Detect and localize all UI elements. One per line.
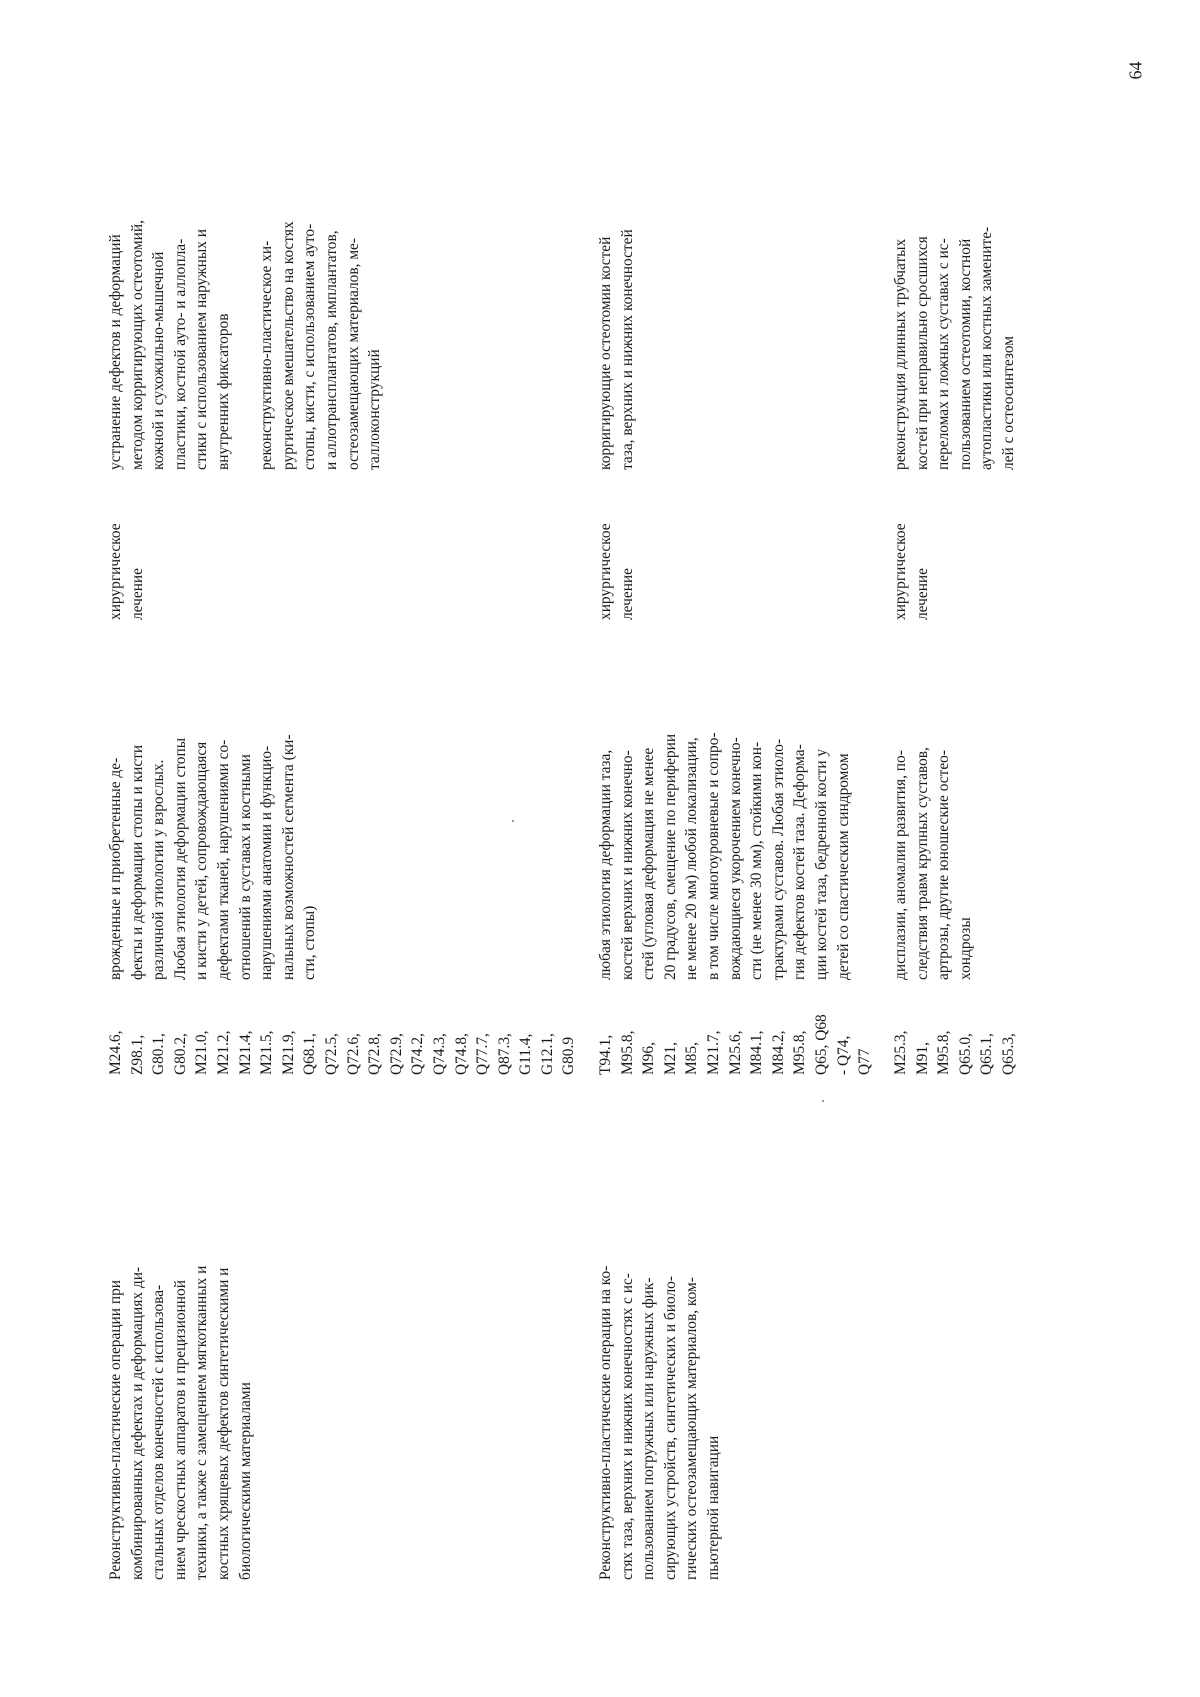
text-line: Реконструктивно-пластические операции при <box>107 1279 124 1580</box>
paragraph-gap <box>235 160 257 470</box>
text-line: хондрозы <box>956 917 974 980</box>
text-line: таза, верхних и нижних конечностей <box>618 229 636 470</box>
text-line: Q72.9, <box>387 1033 405 1075</box>
text-line: M84.2, <box>769 1030 787 1075</box>
text-line: любая этиология деформации таза, <box>597 749 614 980</box>
text-line: Q65.3, <box>999 1033 1017 1075</box>
text-line: 20 градусов, смещение по периферии <box>661 733 679 980</box>
text-line: артрозы, другие юношеские остео- <box>935 750 953 980</box>
text-line: нальных возможностей сегмента (ки- <box>279 734 297 980</box>
text-line: M21.5, <box>258 1030 276 1075</box>
text-line: стей (угловая деформация не менее <box>640 747 658 980</box>
text-line: M95.8, <box>618 1030 636 1075</box>
text-line: M21.4, <box>236 1030 254 1075</box>
codes-cell <box>595 995 876 1075</box>
text-line: методом корригирующих остеотомий, <box>128 220 146 470</box>
treatment-cell <box>595 482 638 620</box>
text-line: M21, <box>661 1042 679 1075</box>
text-line: гия дефектов костей таза. Деформа- <box>791 744 809 980</box>
text-line: Q77.7, <box>474 1033 492 1075</box>
text-line: - Q74, <box>834 1035 852 1075</box>
text-line: Реконструктивно-пластические операции на ко- <box>597 1265 614 1580</box>
codes-cell <box>105 995 580 1075</box>
text-line: Q72.5, <box>322 1033 340 1075</box>
text-line: Q68.1, <box>301 1033 319 1075</box>
text-line: отношений в суставах и костными <box>236 754 254 980</box>
text-line: пьютерной навигации <box>704 1435 722 1580</box>
text-line: корригирующие остеотомии костей <box>597 236 614 470</box>
method-cell <box>595 160 638 470</box>
text-line: M91, <box>913 1042 931 1075</box>
text-line: внутренних фиксаторов <box>214 313 232 470</box>
text-line: нарушениями анатомии и функцио- <box>258 745 276 980</box>
text-line: сти, стопы) <box>301 905 319 980</box>
text-line: биологическими материалами <box>236 1382 254 1580</box>
text-line: и кисти у детей, сопровождающаяся <box>193 741 211 980</box>
text-line: Q65.0, <box>956 1033 974 1075</box>
text-line: M21.7, <box>704 1030 722 1075</box>
text-line: T94.1, <box>597 1034 614 1075</box>
text-line: реконструкция длинных трубчатых <box>892 238 909 470</box>
text-line: ции костей таза, бедренной кости у <box>812 748 830 980</box>
condition-cell <box>595 640 854 980</box>
text-line: устранение дефектов и деформаций <box>107 234 124 470</box>
text-line: Любая этиология деформации стопы <box>171 737 189 980</box>
text-line: G11.4, <box>517 1033 535 1075</box>
text-line: следствия травм крупных суставов, <box>913 747 931 980</box>
text-line: M21.9, <box>279 1030 297 1075</box>
codes-cell <box>890 995 1020 1075</box>
text-line: таллоконструкций <box>366 349 384 470</box>
text-line: M96, <box>640 1042 658 1075</box>
text-line: Q74.3, <box>430 1033 448 1075</box>
text-line: сти (не менее 30 мм), стойкими кон- <box>748 741 766 980</box>
text-line: Q74.2, <box>409 1033 427 1075</box>
text-line: стях таза, верхних и нижних конечностях с ис- <box>618 1273 636 1580</box>
text-line: техники, а также с замещением мягкотканных и <box>193 1265 211 1580</box>
text-line: костей при неправильно сросшихся <box>913 236 931 470</box>
text-line: пластики, костной ауто- и аллопла- <box>171 238 189 470</box>
text-line: вождающиеся укорочением конечно- <box>726 737 744 980</box>
treatment-cell <box>105 482 148 620</box>
text-line: стопы, кисти, с использованием ауто- <box>301 223 319 470</box>
text-line: Q74.8, <box>452 1033 470 1075</box>
text-line: переломах и ложных суставах с ис- <box>935 238 953 470</box>
text-line: стики с использованием наружных и <box>193 228 211 470</box>
text-line: аутопластики или костных замените- <box>978 226 996 470</box>
text-line: Q87.3, <box>495 1033 513 1075</box>
text-line: M95.8, <box>791 1030 809 1075</box>
text-line: костей верхних и нижних конечно- <box>618 750 636 980</box>
table-rotated <box>105 150 1105 1580</box>
text-line: дефектами тканей, нарушениями со- <box>214 739 232 980</box>
method-cell <box>890 160 1020 470</box>
text-line: Q72.6, <box>344 1033 362 1075</box>
text-line: G80.9 <box>560 1036 578 1075</box>
text-line: реконструктивно-пластическое хи- <box>258 240 276 470</box>
text-line: в том числе многоуровневые и сопро- <box>704 732 722 980</box>
text-line: G80.2, <box>171 1033 189 1075</box>
text-line: Z98.1, <box>128 1034 146 1075</box>
scan-speck <box>512 820 514 822</box>
text-line: G12.1, <box>538 1033 556 1075</box>
text-line: лечение <box>618 567 636 620</box>
text-line: рургическое вмешательство на костях <box>279 221 297 470</box>
text-line: комбинированных дефектах и деформациях ди- <box>128 1266 146 1580</box>
text-line: M24.6, <box>107 1030 124 1075</box>
scan-speck <box>822 1100 824 1102</box>
text-line: Q65, Q68 <box>812 1014 830 1075</box>
procedure-cell <box>595 1080 725 1580</box>
text-line: кожной и сухожильно-мышечной <box>150 251 168 470</box>
text-line: Q65.1, <box>978 1033 996 1075</box>
text-line: нием чрескостных аппаратов и прецизионной <box>171 1280 189 1580</box>
text-line: не менее 20 мм) любой локализации, <box>683 737 701 980</box>
text-line: M21.0, <box>193 1030 211 1075</box>
text-line: стальных отделов конечностей с использова- <box>150 1284 168 1580</box>
text-line: M85, <box>683 1042 701 1075</box>
text-line: пользованием погружных или наружных фик- <box>640 1277 658 1580</box>
text-line: остеозамещающих материалов, ме- <box>344 237 362 470</box>
text-line: M21.2, <box>214 1030 232 1075</box>
method-cell <box>105 160 386 470</box>
text-line: Q72.8, <box>366 1033 384 1075</box>
text-line: дисплазии, аномалии развития, по- <box>892 750 909 980</box>
text-line: и аллотрансплантатов, имплантатов, <box>322 230 340 470</box>
condition-cell <box>890 640 976 980</box>
treatment-cell <box>890 482 933 620</box>
text-line: детей со спастическим синдромом <box>834 753 852 980</box>
condition-cell <box>105 640 321 980</box>
text-line: M25.3, <box>892 1030 909 1075</box>
text-line: хирургическое <box>892 523 909 620</box>
text-line: лечение <box>128 567 146 620</box>
text-line: сирующих устройств, синтетических и биоло- <box>661 1276 679 1580</box>
text-line: G80.1, <box>150 1033 168 1075</box>
text-line: различной этиологии у взрослых. <box>150 759 168 980</box>
page-number: 64 <box>1125 61 1146 80</box>
text-line: M95.8, <box>935 1030 953 1075</box>
text-line: M84.1, <box>748 1030 766 1075</box>
procedure-cell <box>105 1080 256 1580</box>
text-line: хирургическое <box>597 523 614 620</box>
text-line: гических остеозамещающих материалов, ком- <box>683 1277 701 1580</box>
text-line: лей с остеосинтезом <box>999 336 1017 470</box>
text-line: хирургическое <box>107 523 124 620</box>
text-line: врожденные и приобретенные де- <box>107 757 124 980</box>
text-line: трактурами суставов. Любая этиоло- <box>769 738 787 980</box>
text-line: лечение <box>913 567 931 620</box>
text-line: Q77 <box>856 1048 874 1075</box>
text-line: M25.6, <box>726 1030 744 1075</box>
text-line: пользованием остеотомии, костной <box>956 238 974 470</box>
text-line: фекты и деформации стопы и кисти <box>128 744 146 980</box>
text-line: костных хрящевых дефектов синтетическими и <box>214 1267 232 1580</box>
